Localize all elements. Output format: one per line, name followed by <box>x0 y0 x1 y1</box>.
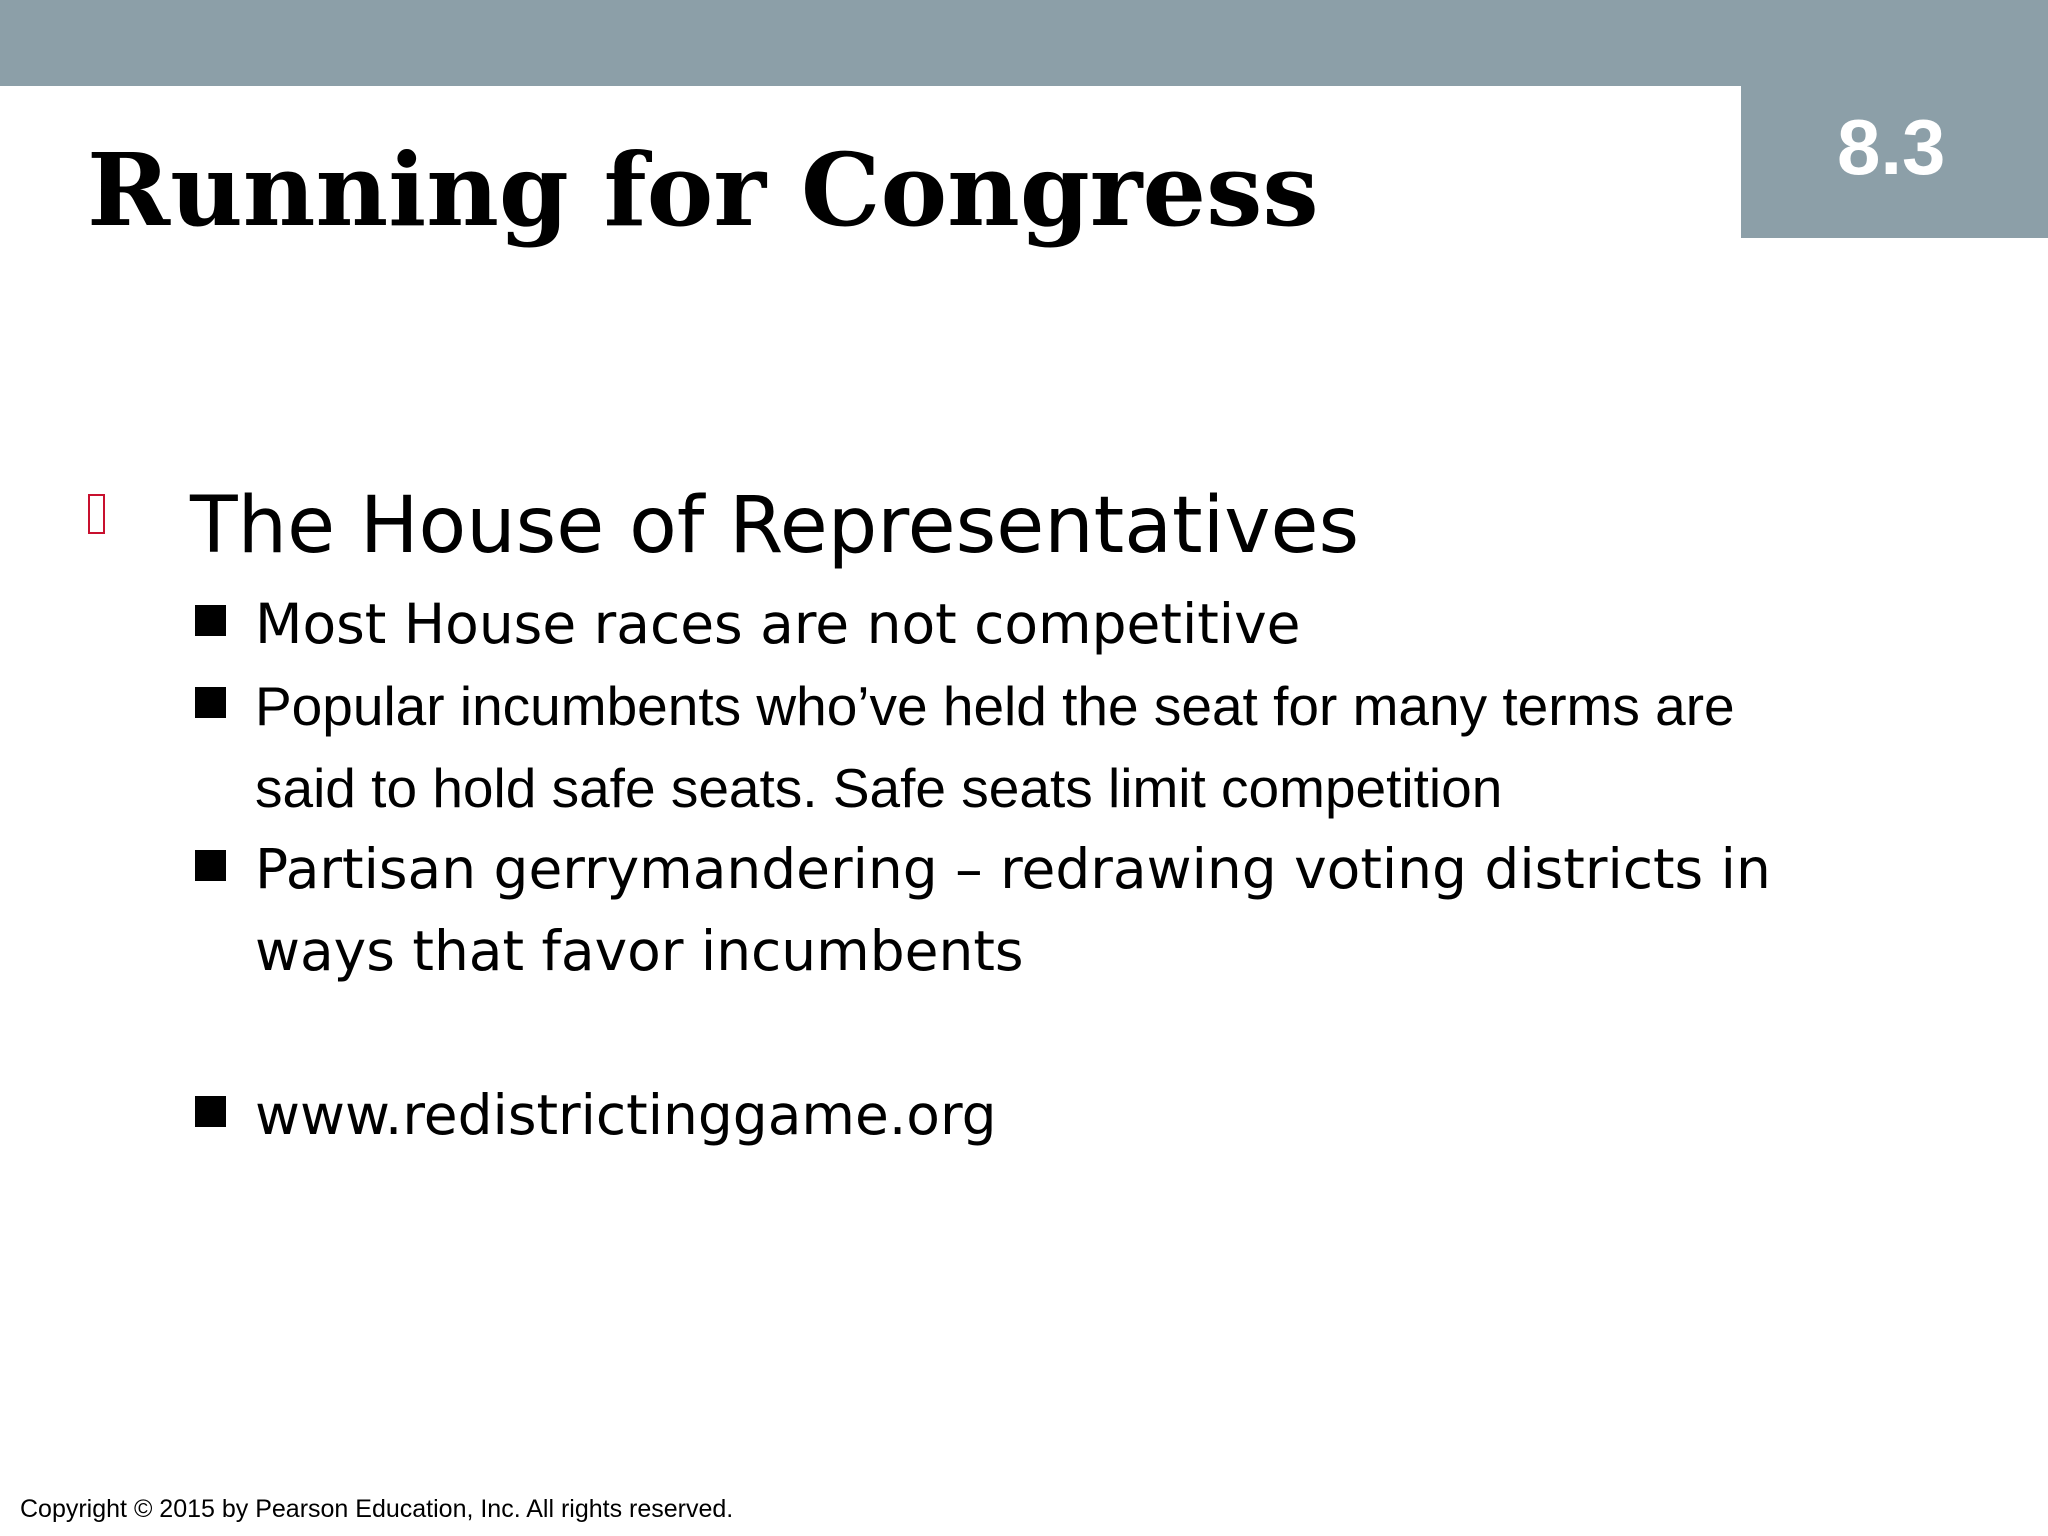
filled-black-square-icon <box>195 850 226 881</box>
main-bullet-text: The House of Representatives <box>190 481 1360 571</box>
copyright-footer: Copyright © 2015 by Pearson Education, Inc. All rights reserved. <box>20 1495 734 1523</box>
filled-black-square-icon <box>195 687 226 718</box>
sub-bullet-3-line-1: Partisan gerrymandering – redrawing voting districts in <box>255 837 1771 901</box>
filled-black-square-icon <box>195 1096 226 1127</box>
section-number: 8.3 <box>1837 103 1946 191</box>
sub-bullet-3 <box>195 828 1875 992</box>
filled-black-square-icon <box>195 605 226 636</box>
redistricting-link[interactable]: www.redistrictinggame.org <box>255 1083 997 1147</box>
sub-bullet-4 <box>195 1074 1875 1156</box>
main-bullet <box>88 478 1888 571</box>
slide-title: Running for Congress <box>87 131 1319 249</box>
sub-bullet-2 <box>195 665 1875 829</box>
sub-bullet-2-line-1: Popular incumbents who’ve held the seat for many terms are <box>255 675 1735 737</box>
sub-bullet-3-line-2: ways that favor incumbents <box>255 919 1024 983</box>
sub-bullet-2-line-2: said to hold safe seats. Safe seats limit competition <box>255 757 1503 819</box>
hollow-red-square-icon <box>88 494 105 534</box>
sub-bullet-1 <box>195 583 1875 665</box>
sub-bullet-1-text: Most House races are not competitive <box>255 592 1301 656</box>
header-band <box>0 0 2048 86</box>
